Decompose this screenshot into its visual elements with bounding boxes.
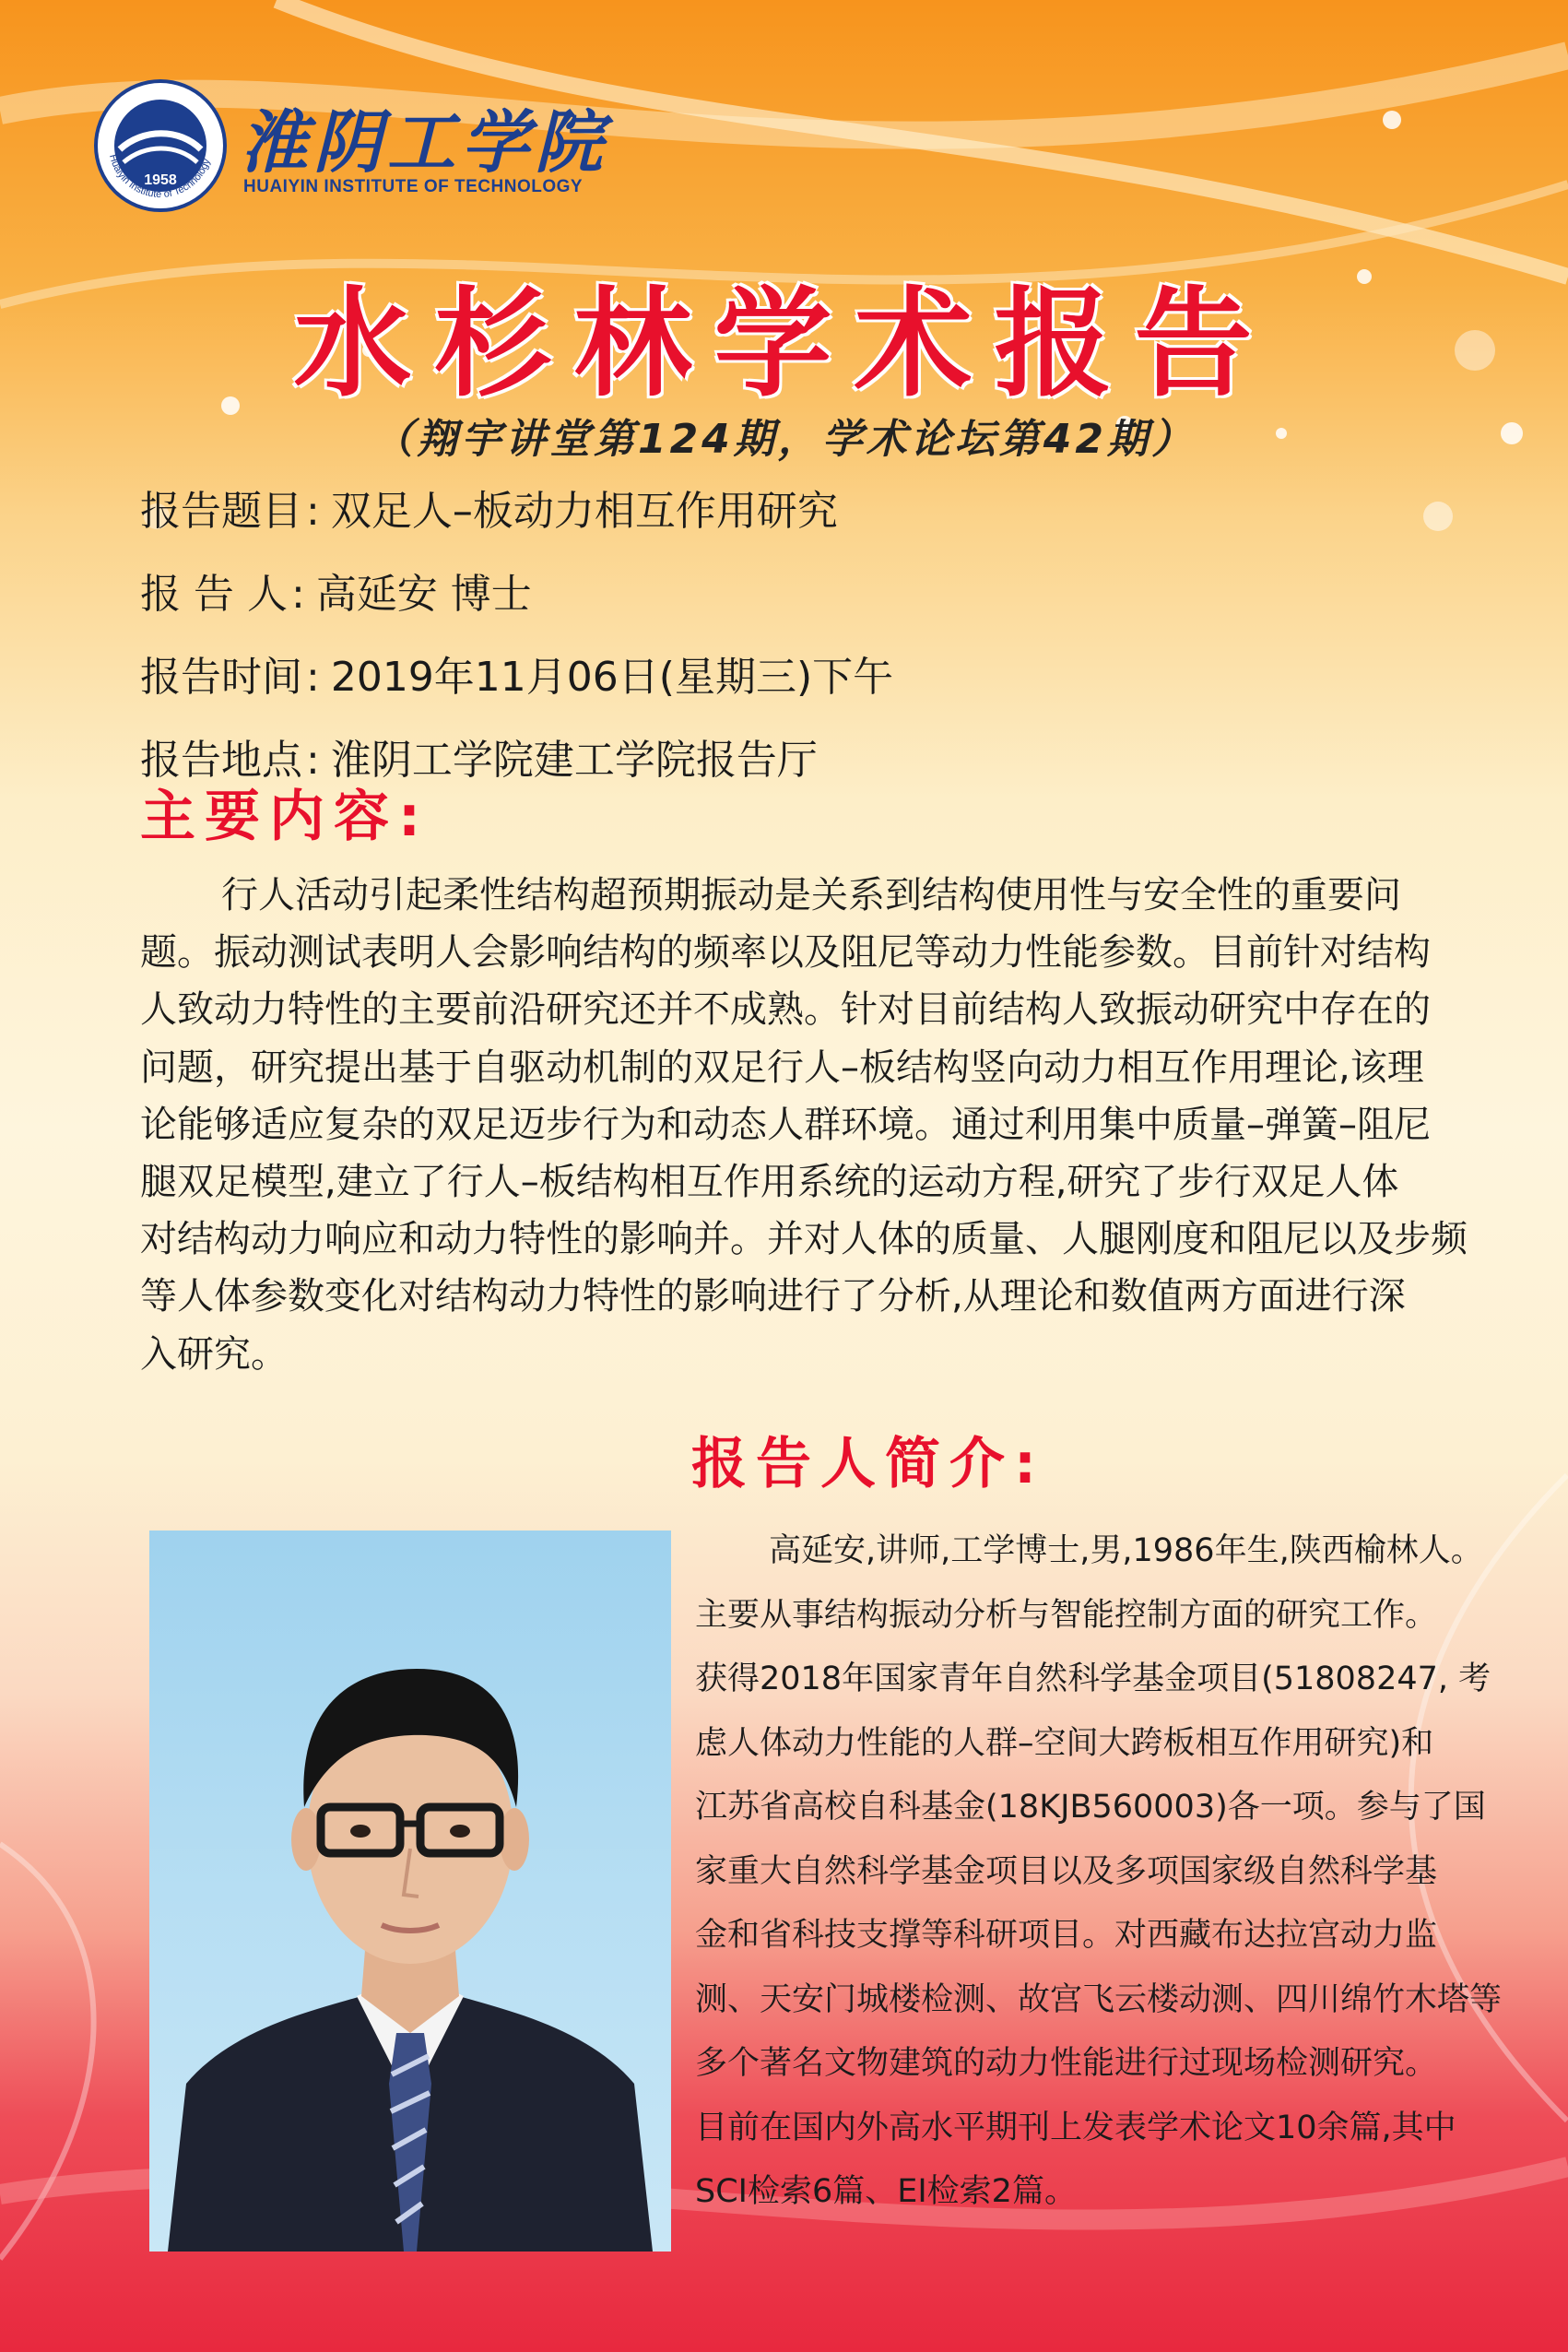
report-info [140,479,893,811]
emblem-ring-text: Huaiyin Institute of Technology [106,153,213,201]
emblem-year: 1958 [144,172,177,188]
info-separator: : [290,571,305,618]
logo-name-en: HUAIYIN INSTITUTE OF TECHNOLOGY [243,177,584,196]
speaker-heading: 报告人简介: [691,1432,1045,1496]
info-value: 双足人–板动力相互作用研究 [330,488,838,535]
info-key: 报告时间 [140,654,302,701]
bio-line: 获得2018年国家青年自然科学基金项目(51808247, 考 [695,1661,1491,1697]
page-title: 水杉林学术报告 [293,276,1275,413]
info-row-speaker [140,562,893,645]
info-value: 2019年11月06日(星期三)下午 [330,654,894,701]
speaker-portrait-icon [149,1531,671,2252]
bio-line: 高延安,讲师,工学博士,男,1986年生,陕西榆林人。 [769,1532,1483,1569]
content-line: 问题，研究提出基于自驱动机制的双足行人–板结构竖向动力相互作用理论,该理 [140,1046,1424,1089]
bio-line: 江苏省高校自科基金(18KJB560003)各一项。参与了国 [695,1789,1486,1826]
info-key: 报 告 人 [140,571,288,618]
info-separator: : [306,488,320,535]
info-key: 报告题目 [140,488,302,535]
info-row-time [140,645,893,728]
bio-line: 家重大自然科学基金项目以及多项国家级自然科学基 [695,1852,1438,1890]
content-line: 论能够适应复杂的双足迈步行为和动态人群环境。通过利用集中质量–弹簧–阻尼 [140,1103,1431,1146]
info-key: 报告地点 [140,737,302,784]
content-paragraph [140,867,1468,1383]
bio-line: 主要从事结构振动分析与智能控制方面的研究工作。 [695,1596,1438,1634]
content-line: 腿双足模型,建立了行人–板结构相互作用系统的运动方程,研究了步行双足人体 [140,1161,1399,1204]
page-subtitle: （翔宇讲堂第124期，学术论坛第42期） [371,416,1197,463]
content-line: 人致动力特性的主要前沿研究还并不成熟。针对目前结构人致振动研究中存在的 [140,988,1431,1032]
info-value: 高延安 博士 [315,571,532,618]
content-line: 行人活动引起柔性结构超预期振动是关系到结构使用性与安全性的重要问 [221,874,1401,916]
bio-line: 测、天安门城楼检测、故宫飞云楼动测、四川绵竹木塔等 [695,1980,1503,2018]
content-line: 题。振动测试表明人会影响结构的频率以及阻尼等动力性能参数。目前针对结构 [140,931,1431,975]
content-heading: 主要内容: [140,785,430,849]
university-emblem-icon [92,77,229,214]
info-value: 淮阴工学院建工学院报告厅 [330,737,818,784]
speaker-photo [149,1531,671,2252]
content-line: 对结构动力响应和动力特性的影响并。并对人体的质量、人腿刚度和阻尼以及步频 [140,1218,1468,1261]
bio-line: 多个著名文物建筑的动力性能进行过现场检测研究。 [695,2045,1438,2082]
content-line: 等人体参数变化对结构动力特性的影响进行了分析,从理论和数值两方面进行深 [140,1275,1406,1318]
content-line: 入研究。 [140,1332,288,1376]
bio-line: 虑人体动力性能的人群–空间大跨板相互作用研究)和 [695,1724,1434,1762]
bio-line: 目前在国内外高水平期刊上发表学术论文10余篇,其中 [695,2109,1456,2146]
bio-line: 金和省科技支撑等科研项目。对西藏布达拉宫动力监 [695,1917,1438,1954]
university-logo [92,77,608,216]
bio-line: SCI检索6篇、EI检索2篇。 [695,2173,1077,2210]
info-row-topic [140,479,893,562]
info-separator: : [306,737,320,784]
speaker-bio [695,1519,1503,2225]
info-separator: : [306,654,320,701]
logo-name-cn: 淮阴工学院 [240,103,608,183]
